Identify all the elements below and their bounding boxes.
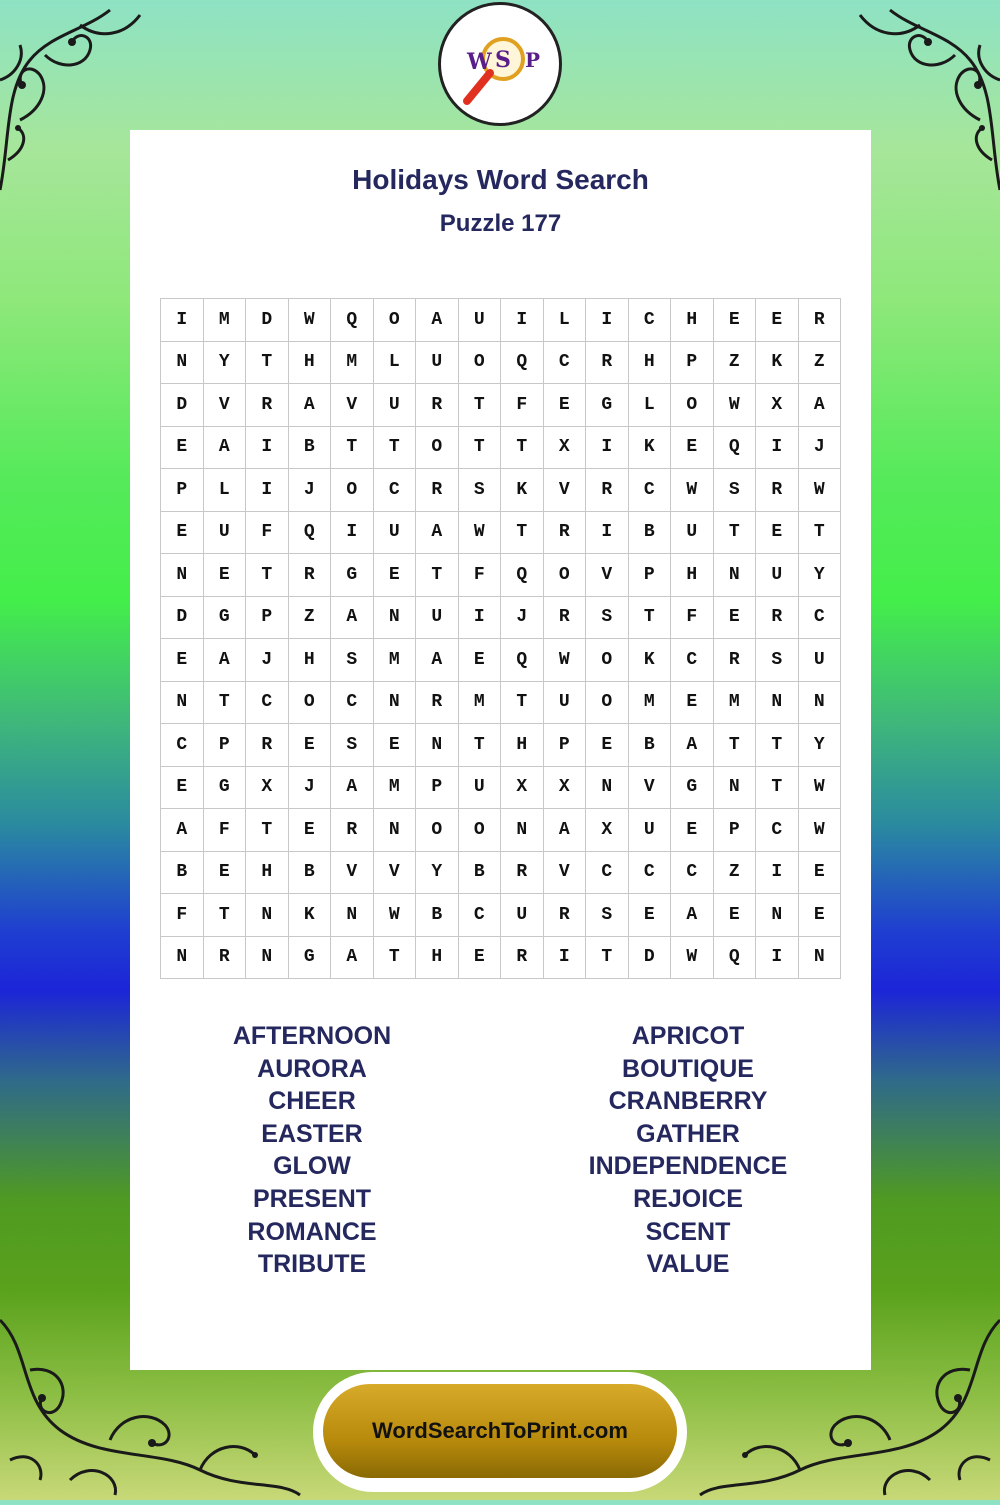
grid-cell[interactable]: R <box>544 597 587 640</box>
grid-cell[interactable]: U <box>416 342 459 385</box>
magnifier-logo-icon <box>445 9 555 119</box>
grid-cell[interactable]: X <box>544 427 587 470</box>
grid-cell[interactable]: E <box>714 299 757 342</box>
grid-cell[interactable]: Y <box>799 724 842 767</box>
grid-cell[interactable]: B <box>416 894 459 937</box>
grid-cell[interactable]: I <box>161 299 204 342</box>
grid-cell[interactable]: A <box>331 597 374 640</box>
grid-cell[interactable]: U <box>416 597 459 640</box>
grid-cell[interactable]: P <box>204 724 247 767</box>
grid-cell[interactable]: C <box>671 639 714 682</box>
grid-cell[interactable]: D <box>246 299 289 342</box>
grid-cell[interactable]: N <box>246 894 289 937</box>
grid-cell[interactable]: P <box>544 724 587 767</box>
grid-cell[interactable]: O <box>586 682 629 725</box>
grid-cell[interactable]: Z <box>714 342 757 385</box>
grid-cell[interactable]: R <box>246 384 289 427</box>
grid-cell[interactable]: P <box>161 469 204 512</box>
grid-cell[interactable]: C <box>161 724 204 767</box>
grid-cell[interactable]: T <box>459 384 502 427</box>
grid-cell[interactable]: I <box>756 427 799 470</box>
grid-cell[interactable]: X <box>544 767 587 810</box>
grid-cell[interactable]: F <box>459 554 502 597</box>
grid-cell[interactable]: Y <box>204 342 247 385</box>
grid-cell[interactable]: H <box>671 299 714 342</box>
grid-cell[interactable]: V <box>331 852 374 895</box>
grid-cell[interactable]: U <box>459 299 502 342</box>
grid-cell[interactable]: N <box>374 597 417 640</box>
grid-cell[interactable]: M <box>204 299 247 342</box>
grid-cell[interactable]: W <box>671 469 714 512</box>
grid-cell[interactable]: C <box>544 342 587 385</box>
grid-cell[interactable]: B <box>161 852 204 895</box>
puzzle-sheet <box>130 130 871 1370</box>
grid-cell[interactable]: S <box>756 639 799 682</box>
grid-cell[interactable]: T <box>799 512 842 555</box>
grid-cell[interactable]: T <box>204 894 247 937</box>
grid-cell[interactable]: T <box>246 342 289 385</box>
grid-cell[interactable]: L <box>629 384 672 427</box>
grid-cell[interactable]: K <box>629 639 672 682</box>
word-list-item: BOUTIQUE <box>622 1054 754 1083</box>
puzzle-number: Puzzle 177 <box>439 210 562 237</box>
grid-cell[interactable]: V <box>374 852 417 895</box>
grid-cell[interactable]: K <box>501 469 544 512</box>
grid-cell[interactable]: I <box>586 427 629 470</box>
grid-cell[interactable]: D <box>161 597 204 640</box>
grid-cell[interactable]: Y <box>416 852 459 895</box>
grid-cell[interactable]: T <box>756 767 799 810</box>
grid-cell[interactable]: Z <box>289 597 332 640</box>
grid-cell[interactable]: L <box>204 469 247 512</box>
grid-cell[interactable]: W <box>374 894 417 937</box>
grid-cell[interactable]: Q <box>714 427 757 470</box>
grid-cell[interactable]: V <box>204 384 247 427</box>
grid-cell[interactable]: P <box>246 597 289 640</box>
grid-cell[interactable]: J <box>501 597 544 640</box>
grid-cell[interactable]: Q <box>501 554 544 597</box>
word-list-item: APRICOT <box>631 1022 745 1050</box>
grid-cell[interactable]: N <box>161 937 204 980</box>
grid-cell[interactable]: M <box>629 682 672 725</box>
grid-cell[interactable]: T <box>714 512 757 555</box>
grid-cell[interactable]: G <box>204 597 247 640</box>
grid-cell[interactable]: Z <box>714 852 757 895</box>
grid-cell[interactable]: V <box>586 554 629 597</box>
grid-cell[interactable]: T <box>629 597 672 640</box>
grid-cell[interactable]: W <box>671 937 714 980</box>
grid-cell[interactable]: F <box>671 597 714 640</box>
grid-cell[interactable]: A <box>671 724 714 767</box>
grid-cell[interactable]: A <box>544 809 587 852</box>
grid-cell[interactable]: A <box>671 894 714 937</box>
grid-cell[interactable]: I <box>331 512 374 555</box>
word-list-item: ROMANCE <box>247 1217 377 1246</box>
logo-letter-w: W <box>467 49 492 75</box>
grid-cell[interactable]: N <box>586 767 629 810</box>
grid-cell[interactable]: U <box>501 894 544 937</box>
grid-cell[interactable]: Z <box>799 342 842 385</box>
grid-cell[interactable]: A <box>416 639 459 682</box>
grid-cell[interactable]: V <box>544 469 587 512</box>
grid-cell[interactable]: I <box>246 427 289 470</box>
grid-cell[interactable]: N <box>246 937 289 980</box>
grid-cell[interactable]: E <box>714 597 757 640</box>
grid-cell[interactable]: H <box>246 852 289 895</box>
grid-cell[interactable]: A <box>204 427 247 470</box>
grid-cell[interactable]: A <box>331 767 374 810</box>
grid-cell[interactable]: W <box>289 299 332 342</box>
grid-cell[interactable]: C <box>799 597 842 640</box>
grid-cell[interactable]: I <box>459 597 502 640</box>
grid-cell[interactable]: F <box>501 384 544 427</box>
grid-cell[interactable]: R <box>799 299 842 342</box>
grid-cell[interactable]: N <box>331 894 374 937</box>
grid-cell[interactable]: G <box>289 937 332 980</box>
grid-cell[interactable]: I <box>586 512 629 555</box>
grid-cell[interactable]: B <box>289 427 332 470</box>
grid-cell[interactable]: U <box>374 384 417 427</box>
grid-cell[interactable]: W <box>799 469 842 512</box>
grid-cell[interactable]: O <box>331 469 374 512</box>
grid-cell[interactable]: C <box>671 852 714 895</box>
grid-cell[interactable]: N <box>799 937 842 980</box>
grid-cell[interactable]: T <box>501 427 544 470</box>
grid-cell[interactable]: G <box>586 384 629 427</box>
corner-ornament-top-left <box>0 0 150 200</box>
grid-cell[interactable]: E <box>459 639 502 682</box>
grid-cell[interactable]: N <box>756 894 799 937</box>
word-list-item: AFTERNOON <box>232 1022 392 1050</box>
grid-cell[interactable]: E <box>374 724 417 767</box>
grid-cell[interactable]: E <box>161 427 204 470</box>
grid-cell[interactable]: U <box>756 554 799 597</box>
grid-cell[interactable]: E <box>586 724 629 767</box>
grid-cell[interactable]: N <box>714 767 757 810</box>
grid-cell[interactable]: R <box>416 384 459 427</box>
grid-cell[interactable]: H <box>416 937 459 980</box>
flourish-icon <box>0 0 150 200</box>
grid-cell[interactable]: T <box>501 512 544 555</box>
grid-cell[interactable]: U <box>204 512 247 555</box>
grid-cell[interactable]: W <box>799 767 842 810</box>
grid-cell[interactable]: R <box>416 469 459 512</box>
grid-cell[interactable]: Q <box>331 299 374 342</box>
grid-cell[interactable]: N <box>714 554 757 597</box>
grid-cell[interactable]: E <box>161 767 204 810</box>
grid-cell[interactable]: J <box>289 767 332 810</box>
grid-cell[interactable]: O <box>459 809 502 852</box>
site-link-button[interactable]: WordSearchToPrint.com <box>323 1384 677 1478</box>
grid-cell[interactable]: E <box>374 554 417 597</box>
word-list-item: SCENT <box>645 1217 731 1246</box>
grid-cell[interactable]: N <box>501 809 544 852</box>
grid-cell[interactable]: N <box>161 342 204 385</box>
grid-cell[interactable]: U <box>544 682 587 725</box>
logo-letter-s: S <box>495 47 511 73</box>
grid-cell[interactable]: K <box>629 427 672 470</box>
grid-cell[interactable]: U <box>374 512 417 555</box>
grid-cell[interactable]: D <box>161 384 204 427</box>
grid-cell[interactable]: E <box>204 852 247 895</box>
letter-grid <box>160 298 841 979</box>
grid-cell[interactable]: O <box>544 554 587 597</box>
grid-cell[interactable]: H <box>501 724 544 767</box>
grid-cell[interactable]: M <box>331 342 374 385</box>
grid-cell[interactable]: V <box>629 767 672 810</box>
grid-cell[interactable]: T <box>331 427 374 470</box>
word-list-item: REJOICE <box>633 1184 743 1213</box>
grid-cell[interactable]: C <box>246 682 289 725</box>
grid-cell[interactable]: R <box>756 597 799 640</box>
word-list-item: TRIBUTE <box>257 1250 367 1279</box>
grid-cell[interactable]: X <box>501 767 544 810</box>
grid-cell[interactable]: D <box>629 937 672 980</box>
grid-cell[interactable]: N <box>161 682 204 725</box>
grid-cell[interactable]: T <box>459 427 502 470</box>
grid-cell[interactable]: G <box>204 767 247 810</box>
word-list-item: INDEPENDENCE <box>588 1152 788 1181</box>
grid-cell[interactable]: W <box>459 512 502 555</box>
grid-cell[interactable]: O <box>289 682 332 725</box>
grid-cell[interactable]: B <box>289 852 332 895</box>
grid-cell[interactable]: E <box>671 809 714 852</box>
grid-cell[interactable]: G <box>331 554 374 597</box>
grid-cell[interactable]: C <box>459 894 502 937</box>
grid-cell[interactable]: A <box>161 809 204 852</box>
grid-cell[interactable]: J <box>799 427 842 470</box>
word-list-item: PRESENT <box>252 1184 372 1213</box>
grid-cell[interactable]: R <box>756 469 799 512</box>
grid-cell[interactable]: S <box>459 469 502 512</box>
grid-cell[interactable]: E <box>204 554 247 597</box>
grid-cell[interactable]: C <box>756 809 799 852</box>
footer-frame <box>313 1372 687 1492</box>
word-list-item: GATHER <box>636 1119 740 1148</box>
grid-cell[interactable]: H <box>629 342 672 385</box>
site-logo[interactable] <box>438 2 562 126</box>
grid-cell[interactable]: F <box>246 512 289 555</box>
grid-cell[interactable]: O <box>416 809 459 852</box>
grid-cell[interactable]: I <box>756 852 799 895</box>
grid-cell[interactable]: Q <box>501 342 544 385</box>
grid-cell[interactable]: S <box>714 469 757 512</box>
logo-letter-p: P <box>525 48 541 72</box>
grid-cell[interactable]: U <box>799 639 842 682</box>
corner-ornament-top-right <box>850 0 1000 200</box>
grid-cell[interactable]: C <box>374 469 417 512</box>
grid-cell[interactable]: B <box>459 852 502 895</box>
grid-cell[interactable]: P <box>714 809 757 852</box>
grid-cell[interactable]: Q <box>714 937 757 980</box>
word-list-item: VALUE <box>646 1250 730 1279</box>
grid-cell[interactable]: L <box>544 299 587 342</box>
grid-cell[interactable]: A <box>416 299 459 342</box>
grid-cell[interactable]: J <box>246 639 289 682</box>
grid-cell[interactable]: O <box>671 384 714 427</box>
grid-cell[interactable]: I <box>246 469 289 512</box>
grid-cell[interactable]: G <box>671 767 714 810</box>
grid-cell[interactable]: A <box>331 937 374 980</box>
grid-cell[interactable]: E <box>756 512 799 555</box>
grid-cell[interactable]: S <box>586 597 629 640</box>
grid-cell[interactable]: N <box>756 682 799 725</box>
grid-cell[interactable]: R <box>289 554 332 597</box>
grid-cell[interactable]: T <box>756 724 799 767</box>
grid-cell[interactable]: E <box>714 894 757 937</box>
grid-cell[interactable]: X <box>756 384 799 427</box>
grid-cell[interactable]: O <box>459 342 502 385</box>
grid-cell[interactable]: C <box>629 852 672 895</box>
word-list-right <box>538 1020 838 1281</box>
grid-cell[interactable]: R <box>331 809 374 852</box>
grid-cell[interactable]: M <box>714 682 757 725</box>
grid-cell[interactable]: U <box>671 512 714 555</box>
grid-cell[interactable]: S <box>331 724 374 767</box>
word-list-item: CRANBERRY <box>608 1087 768 1116</box>
grid-cell[interactable]: E <box>289 724 332 767</box>
word-list-item: GLOW <box>273 1152 351 1181</box>
grid-cell[interactable]: C <box>586 852 629 895</box>
grid-cell[interactable]: N <box>374 809 417 852</box>
grid-cell[interactable]: L <box>374 342 417 385</box>
grid-cell[interactable]: T <box>459 724 502 767</box>
grid-cell[interactable]: R <box>501 852 544 895</box>
grid-cell[interactable]: O <box>374 299 417 342</box>
grid-cell[interactable]: E <box>629 894 672 937</box>
grid-cell[interactable]: I <box>501 299 544 342</box>
grid-cell[interactable]: E <box>799 894 842 937</box>
grid-cell[interactable]: A <box>289 384 332 427</box>
grid-cell[interactable]: S <box>331 639 374 682</box>
word-list-left <box>162 1020 462 1281</box>
grid-cell[interactable]: C <box>629 299 672 342</box>
grid-cell[interactable]: T <box>374 937 417 980</box>
grid-cell[interactable]: R <box>501 937 544 980</box>
grid-cell[interactable]: Q <box>501 639 544 682</box>
grid-cell[interactable]: T <box>204 682 247 725</box>
grid-cell[interactable]: E <box>161 639 204 682</box>
grid-cell[interactable]: O <box>416 427 459 470</box>
grid-cell[interactable]: O <box>586 639 629 682</box>
grid-cell[interactable]: E <box>799 852 842 895</box>
grid-cell[interactable]: I <box>756 937 799 980</box>
grid-cell[interactable]: T <box>416 554 459 597</box>
grid-cell[interactable]: J <box>289 469 332 512</box>
grid-cell[interactable]: R <box>544 512 587 555</box>
grid-cell[interactable]: N <box>374 682 417 725</box>
grid-cell[interactable]: X <box>586 809 629 852</box>
grid-cell[interactable]: U <box>459 767 502 810</box>
grid-cell[interactable]: P <box>629 554 672 597</box>
grid-cell[interactable]: B <box>629 512 672 555</box>
page-title: Holidays Word Search <box>352 164 649 195</box>
grid-cell[interactable]: H <box>671 554 714 597</box>
grid-cell[interactable]: N <box>161 554 204 597</box>
grid-cell[interactable]: E <box>459 937 502 980</box>
grid-cell[interactable]: E <box>544 384 587 427</box>
grid-cell[interactable]: K <box>756 342 799 385</box>
grid-cell[interactable]: N <box>799 682 842 725</box>
grid-cell[interactable]: I <box>544 937 587 980</box>
grid-cell[interactable]: R <box>586 469 629 512</box>
grid-cell[interactable]: R <box>586 342 629 385</box>
grid-cell[interactable]: M <box>459 682 502 725</box>
grid-cell[interactable]: A <box>416 512 459 555</box>
grid-cell[interactable]: R <box>204 937 247 980</box>
grid-cell[interactable]: Y <box>799 554 842 597</box>
grid-cell[interactable]: U <box>629 809 672 852</box>
grid-cell[interactable]: H <box>289 342 332 385</box>
grid-cell[interactable]: E <box>161 512 204 555</box>
grid-cell[interactable]: R <box>246 724 289 767</box>
grid-cell[interactable]: V <box>331 384 374 427</box>
word-list-item: CHEER <box>268 1087 356 1116</box>
grid-cell[interactable]: P <box>416 767 459 810</box>
word-list-item: EASTER <box>261 1119 363 1148</box>
grid-cell[interactable]: E <box>289 809 332 852</box>
grid-cell[interactable]: A <box>799 384 842 427</box>
grid-cell[interactable]: P <box>671 342 714 385</box>
grid-cell[interactable]: W <box>714 384 757 427</box>
grid-cell[interactable]: N <box>416 724 459 767</box>
grid-cell[interactable]: T <box>246 809 289 852</box>
grid-cell[interactable]: R <box>416 682 459 725</box>
word-list-item: AURORA <box>257 1054 367 1083</box>
grid-cell[interactable]: T <box>246 554 289 597</box>
grid-cell[interactable]: W <box>544 639 587 682</box>
grid-cell[interactable]: M <box>374 639 417 682</box>
grid-cell[interactable]: T <box>501 682 544 725</box>
grid-cell[interactable]: W <box>799 809 842 852</box>
grid-cell[interactable]: B <box>629 724 672 767</box>
grid-cell[interactable]: F <box>204 809 247 852</box>
grid-cell[interactable]: T <box>374 427 417 470</box>
grid-cell[interactable]: S <box>586 894 629 937</box>
grid-cell[interactable]: X <box>246 767 289 810</box>
grid-cell[interactable]: C <box>629 469 672 512</box>
grid-cell[interactable]: R <box>714 639 757 682</box>
grid-cell[interactable]: H <box>289 639 332 682</box>
grid-cell[interactable]: M <box>374 767 417 810</box>
grid-cell[interactable]: T <box>714 724 757 767</box>
grid-cell[interactable]: K <box>289 894 332 937</box>
grid-cell[interactable]: Q <box>289 512 332 555</box>
grid-cell[interactable]: I <box>586 299 629 342</box>
grid-cell[interactable]: E <box>671 427 714 470</box>
grid-cell[interactable]: E <box>671 682 714 725</box>
grid-cell[interactable]: F <box>161 894 204 937</box>
grid-cell[interactable]: E <box>756 299 799 342</box>
flourish-icon <box>850 0 1000 200</box>
grid-cell[interactable]: R <box>544 894 587 937</box>
grid-cell[interactable]: A <box>204 639 247 682</box>
grid-cell[interactable]: V <box>544 852 587 895</box>
grid-cell[interactable]: C <box>331 682 374 725</box>
grid-cell[interactable]: T <box>586 937 629 980</box>
